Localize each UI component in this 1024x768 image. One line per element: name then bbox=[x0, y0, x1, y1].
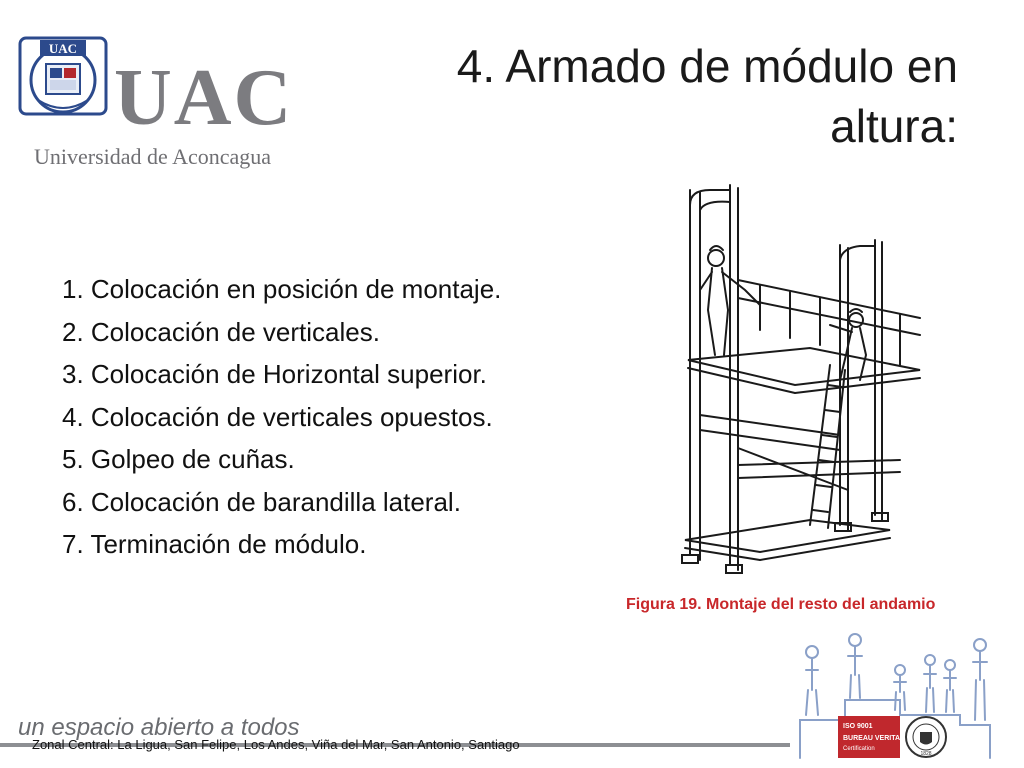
list-item: 7. Terminación de módulo. bbox=[62, 529, 367, 559]
university-wordmark: UAC bbox=[114, 54, 294, 142]
university-seal-icon bbox=[18, 36, 108, 116]
seal-text: UAC bbox=[48, 41, 78, 56]
scaffolding-illustration bbox=[660, 180, 935, 580]
university-name: Universidad de Aconcagua bbox=[34, 144, 272, 169]
cert-year: 1828 bbox=[920, 751, 932, 757]
list-item: 5. Golpeo de cuñas. bbox=[62, 444, 295, 474]
list-item: 4. Colocación de verticales opuestos. bbox=[62, 401, 493, 432]
list-item: 1. Colocación en posición de montaje. bbox=[62, 274, 502, 304]
bureau-veritas-certification-logo bbox=[838, 714, 958, 760]
cert-line-2: BUREAU VERITAS bbox=[843, 735, 905, 742]
tagline: un espacio abierto a todos bbox=[18, 714, 300, 741]
list-item: 2. Colocación de verticales. bbox=[62, 316, 380, 347]
figure-caption: Figura 19. Montaje del resto del andamio bbox=[626, 596, 936, 613]
university-logo bbox=[14, 32, 304, 169]
list-item: 6. Colocación de barandilla lateral. bbox=[62, 486, 461, 517]
campus-list: Zonal Central: La Ligua, San Felipe, Los Andes, Viña del Mar, San Antonio, Santiago bbox=[32, 737, 520, 752]
cert-line-3: Certification bbox=[843, 746, 875, 752]
list-item: 3. Colocación de Horizontal superior. bbox=[62, 359, 487, 389]
cert-line-1: ISO 9001 bbox=[843, 723, 873, 730]
steps-list bbox=[62, 268, 501, 566]
slide-title: 4. Armado de módulo en altura: bbox=[456, 40, 958, 152]
